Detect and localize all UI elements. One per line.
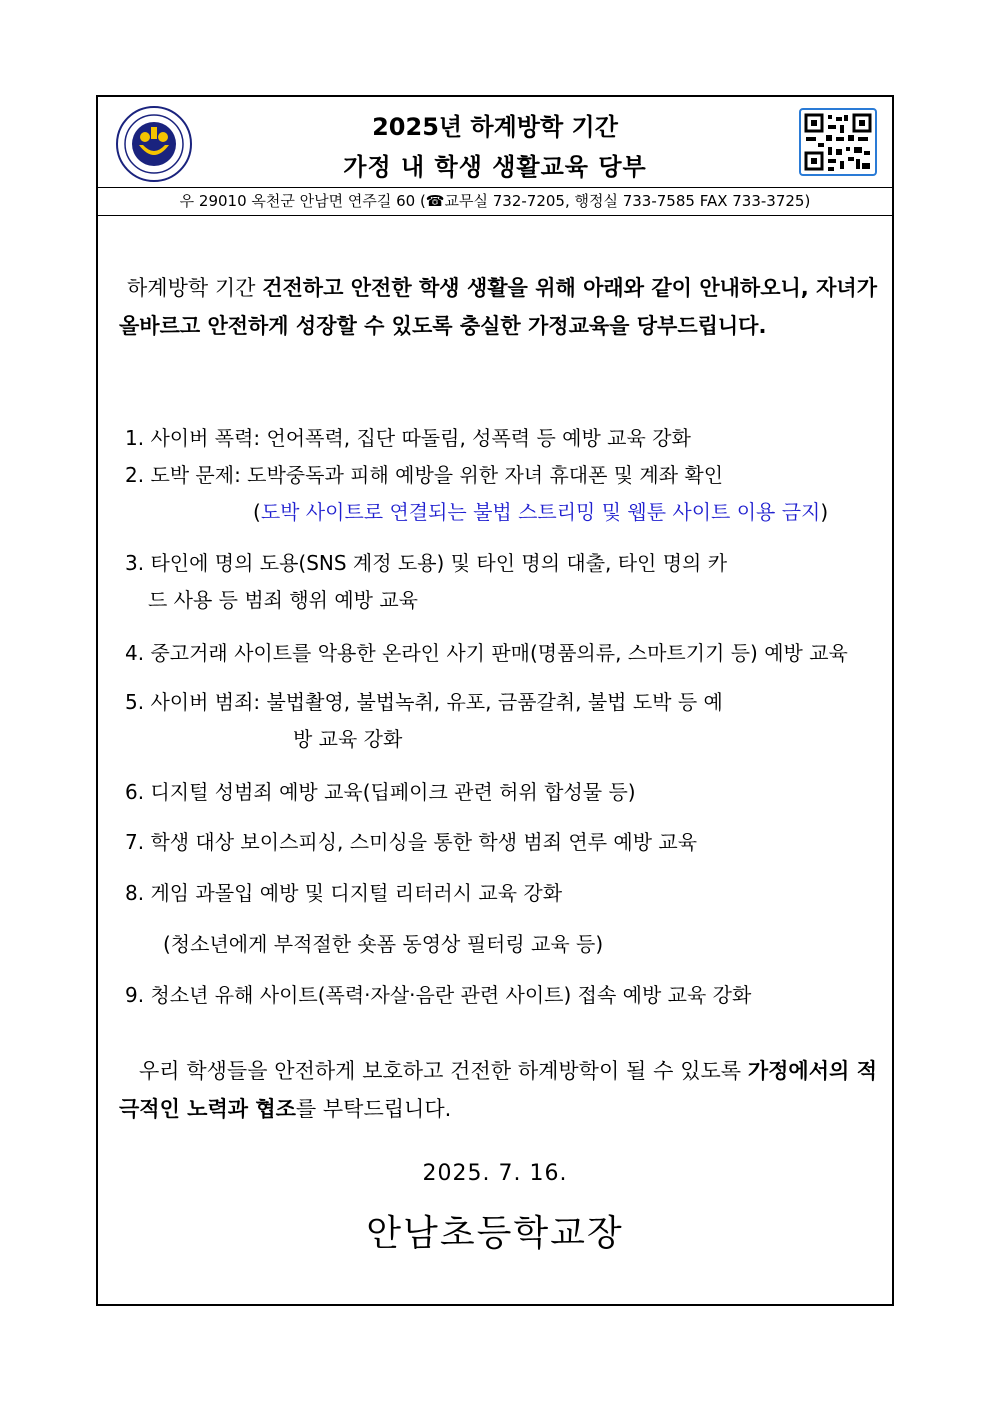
list-item-4: 4. 중고거래 사이트를 악용한 온라인 사기 판매(명품의류, 스마트기기 등) 예방 교육 bbox=[125, 641, 848, 665]
closing-paragraph bbox=[119, 1052, 877, 1128]
intro-paragraph bbox=[119, 269, 877, 345]
list-item-8-cont: (청소년에게 부적절한 숏폼 동영상 필터링 교육 등) bbox=[163, 932, 604, 956]
list-item-8: 8. 게임 과몰입 예방 및 디지털 리터러시 교육 강화 bbox=[125, 881, 563, 905]
list-item-5-cont: 방 교육 강화 bbox=[293, 727, 403, 751]
intro-text: 하계방학 기간 bbox=[127, 276, 263, 300]
title-line-2: 가정 내 학생 생활교육 당부 bbox=[343, 153, 647, 181]
list-item-3: 3. 타인에 명의 도용(SNS 계정 도용) 및 타인 명의 대출, 타인 명의 카 bbox=[125, 551, 728, 575]
list-item-1: 1. 사이버 폭력: 언어폭력, 집단 따돌림, 성폭력 등 예방 교육 강화 bbox=[125, 426, 691, 450]
title-line-1: 2025년 하계방학 기간 bbox=[372, 113, 618, 141]
intro-text-bold: 건전하고 안전한 학생 생활을 위해 아래와 같이 안내하오니, 자녀가 올바르고 안전하게 성장할 수 있도록 충실한 가정교육을 당부드립니다. bbox=[119, 276, 877, 338]
closing-text-end: 를 부탁드립니다. bbox=[295, 1097, 452, 1121]
qr-code-icon[interactable] bbox=[798, 107, 878, 177]
school-address: 우 29010 옥천군 안남면 연주길 60 (☎교무실 732-7205, 행정실 733-7585 FAX 733-3725) bbox=[98, 187, 892, 216]
list-item-3-cont: 드 사용 등 범죄 행위 예방 교육 bbox=[148, 588, 418, 612]
document-date: 2025. 7. 16. bbox=[422, 1161, 568, 1186]
list-item-2: 2. 도박 문제: 도박중독과 피해 예방을 위한 자녀 휴대폰 및 계좌 확인 bbox=[125, 463, 724, 487]
closing-text: 우리 학생들을 안전하게 보호하고 건전한 하계방학이 될 수 있도록 bbox=[139, 1059, 748, 1083]
list-item-7: 7. 학생 대상 보이스피싱, 스미싱을 통한 학생 범죄 연루 예방 교육 bbox=[125, 830, 698, 854]
document-header bbox=[98, 97, 892, 210]
principal-signature: 안남초등학교장 bbox=[366, 1213, 624, 1254]
list-item-2-note: (도박 사이트로 연결되는 불법 스트리밍 및 웹툰 사이트 이용 금지) bbox=[253, 500, 829, 524]
list-item-6: 6. 디지털 성범죄 예방 교육(딥페이크 관련 허위 합성물 등) bbox=[125, 780, 636, 804]
document-frame bbox=[96, 95, 894, 1306]
list-item-9: 9. 청소년 유해 사이트(폭력·자살·음란 관련 사이트) 접속 예방 교육 강화 bbox=[125, 983, 752, 1007]
list-item-2-note-blue: 도박 사이트로 연결되는 불법 스트리밍 및 웹툰 사이트 이용 금지 bbox=[260, 500, 821, 524]
list-item-5: 5. 사이버 범죄: 불법촬영, 불법녹취, 유포, 금품갈취, 불법 도박 등 예 bbox=[125, 690, 723, 714]
closing-text-bold: 가정에서의 적극적인 노력과 협조 bbox=[119, 1059, 877, 1121]
